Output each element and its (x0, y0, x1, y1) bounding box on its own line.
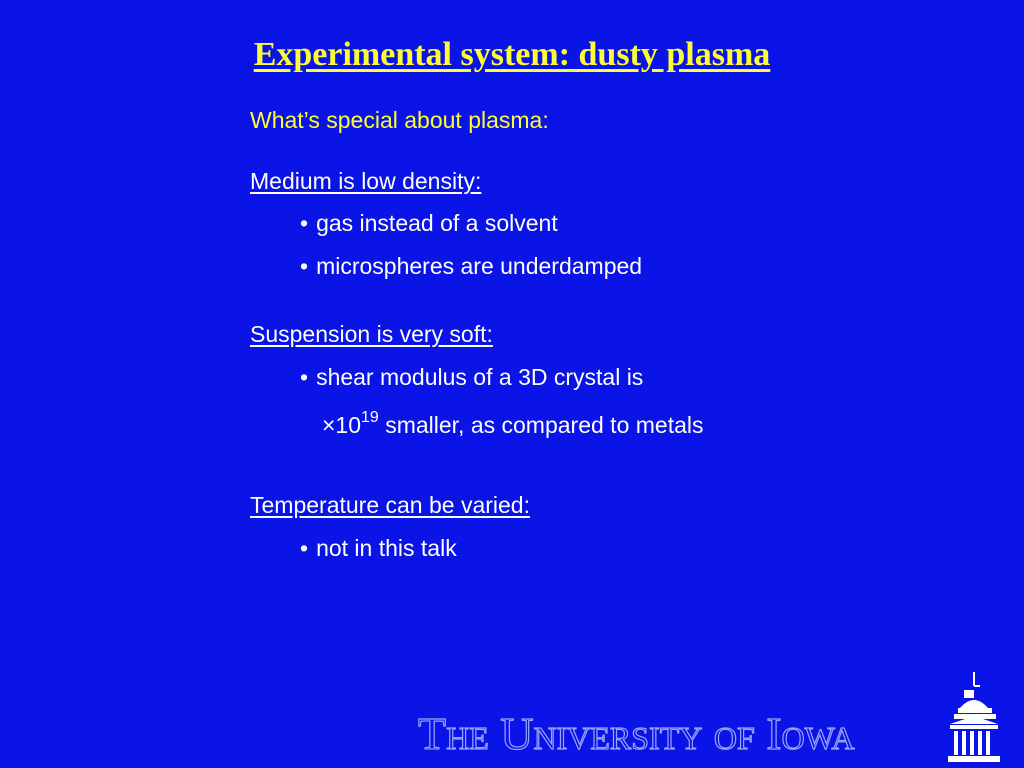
university-wordmark: The University of Iowa (418, 708, 855, 759)
bullet-not-in-talk (300, 535, 457, 562)
bullet-gas (300, 210, 558, 237)
intro-text: What’s special about plasma: (250, 107, 549, 133)
bullet-text: gas instead of a solvent (316, 210, 558, 236)
bullet-text: not in this talk (316, 535, 457, 561)
bullet-shear-modulus (300, 364, 643, 391)
section-heading-density: Medium is low density: (250, 168, 482, 194)
old-capitol-dome-icon (946, 668, 1002, 764)
factor-exponent: 19 (361, 409, 379, 426)
section-heading-temperature: Temperature can be varied: (250, 492, 530, 518)
continuation-text: smaller, as compared to metals (378, 412, 704, 438)
factor-prefix: ×10 (322, 412, 362, 438)
slide-title: Experimental system: dusty plasma (253, 36, 771, 73)
bullet-text: shear modulus of a 3D crystal is (316, 364, 644, 390)
bullet-dot: • (300, 364, 309, 390)
section-heading-soft: Suspension is very soft: (250, 321, 493, 347)
bullet-microspheres (300, 253, 642, 280)
bullet-dot: • (300, 535, 309, 561)
bullet-dot: • (300, 253, 309, 279)
bullet-text: microspheres are underdamped (316, 253, 643, 279)
bullet-continuation (322, 409, 704, 439)
bullet-dot: • (300, 210, 309, 236)
